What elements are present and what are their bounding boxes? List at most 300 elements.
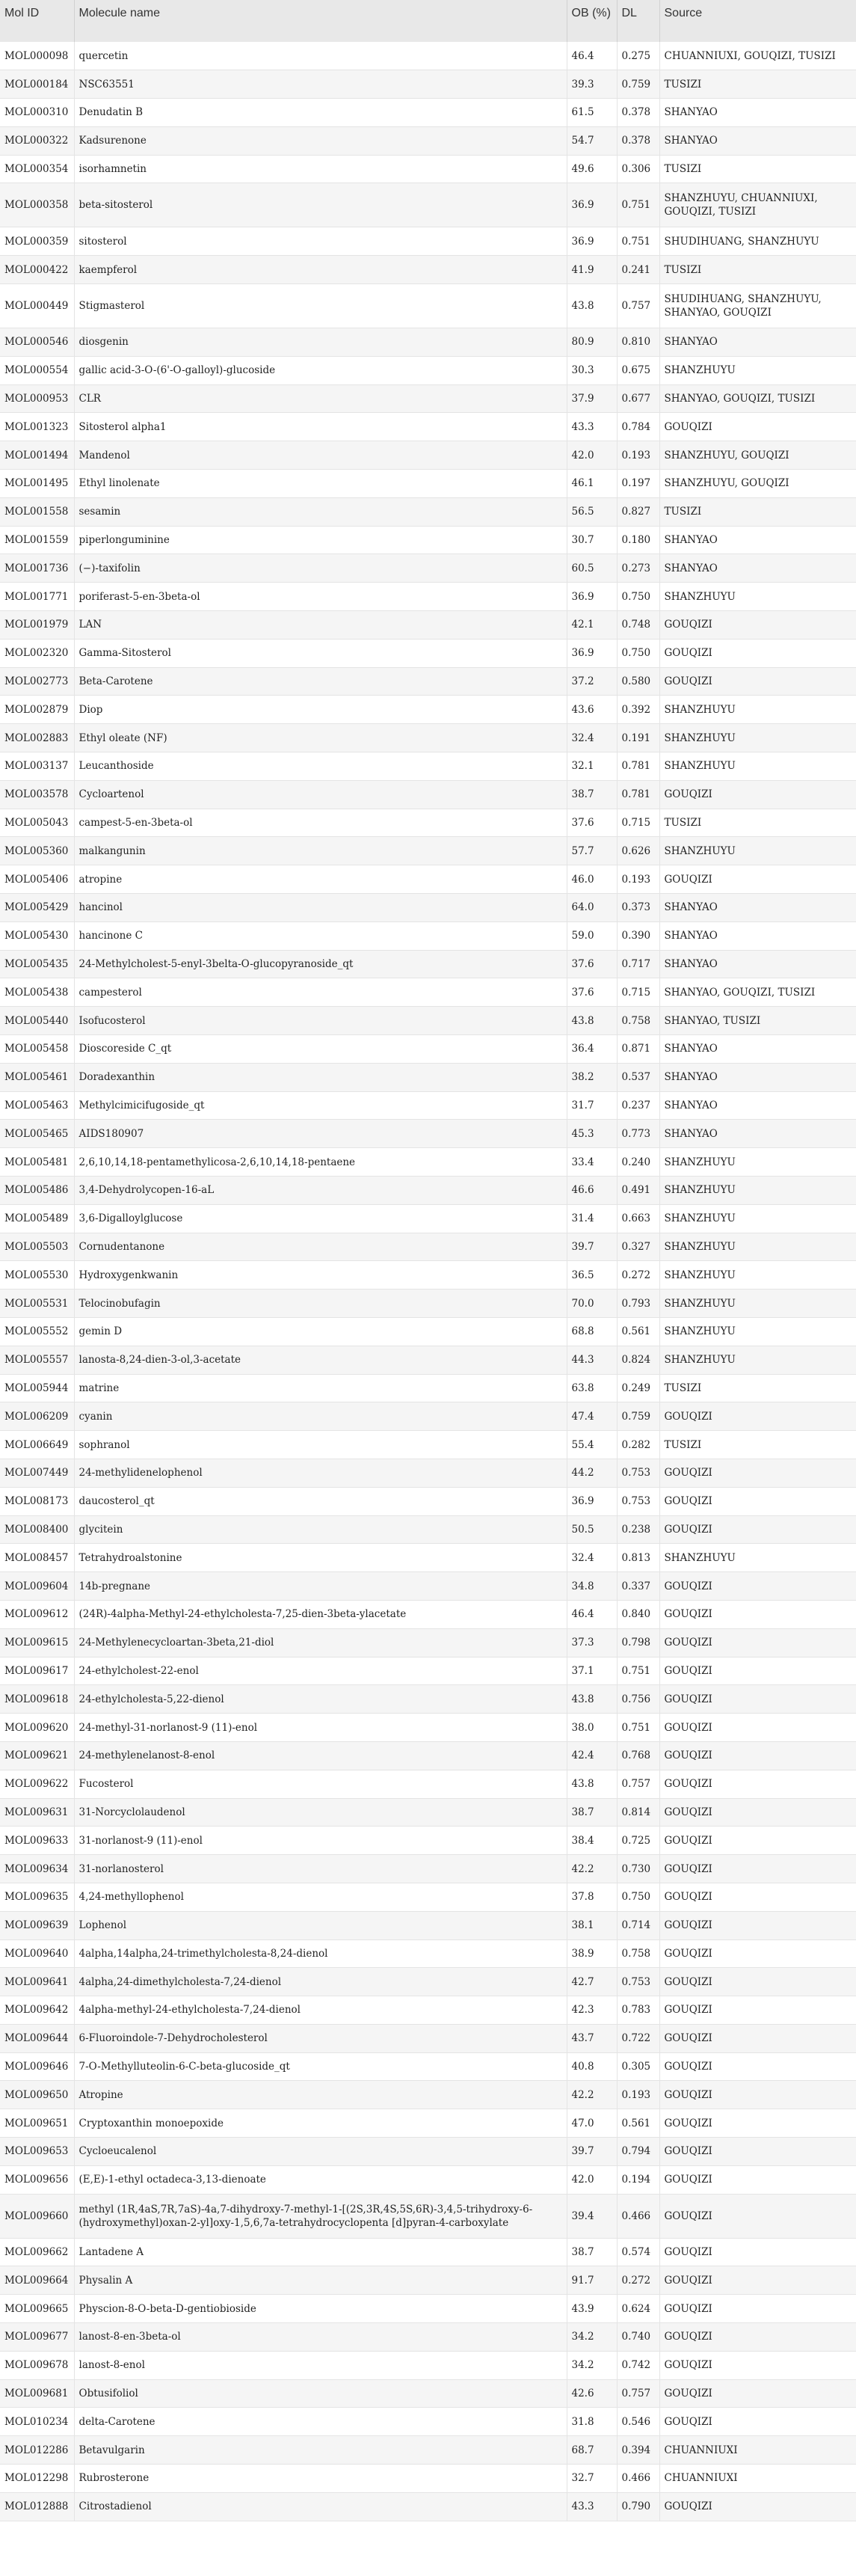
- cell-ob: 46.4: [567, 1600, 617, 1628]
- table-row: [0, 256, 856, 284]
- cell-source: TUSIZI: [659, 809, 856, 837]
- cell-ob: 41.9: [567, 256, 617, 284]
- table-body: [0, 42, 856, 2521]
- cell-dl: 0.759: [617, 1402, 659, 1431]
- cell-molecule-name: LAN: [74, 611, 567, 640]
- cell-dl: 0.193: [617, 441, 659, 470]
- cell-ob: 45.3: [567, 1120, 617, 1148]
- cell-ob: 46.0: [567, 865, 617, 894]
- cell-dl: 0.810: [617, 328, 659, 357]
- cell-ob: 36.5: [567, 1261, 617, 1289]
- cell-mol-id: MOL005360: [0, 837, 74, 865]
- cell-molecule-name: 3,6-Digalloylglucose: [74, 1204, 567, 1233]
- cell-dl: 0.793: [617, 1289, 659, 1318]
- cell-molecule-name: methyl (1R,4aS,7R,7aS)-4a,7-dihydroxy-7-methyl-1-[(2S,3R,4S,5S,6R)-3,4,5-trihydroxy-6-(hydroxymethyl)oxan-2-yl]oxy-1,5,6,7a-tetrahydrocyclopenta [d]pyran-4-carboxylate: [74, 2194, 567, 2238]
- table-row: [0, 752, 856, 781]
- cell-dl: 0.373: [617, 894, 659, 922]
- cell-dl: 0.824: [617, 1346, 659, 1374]
- cell-ob: 38.9: [567, 1939, 617, 1968]
- cell-source: GOUQIZI: [659, 413, 856, 441]
- cell-ob: 38.7: [567, 2238, 617, 2266]
- cell-mol-id: MOL005552: [0, 1317, 74, 1346]
- cell-ob: 43.3: [567, 2492, 617, 2521]
- table-row: [0, 2052, 856, 2081]
- table-row: [0, 1091, 856, 1120]
- cell-dl: 0.750: [617, 583, 659, 611]
- table-row: [0, 1487, 856, 1515]
- cell-ob: 43.8: [567, 1007, 617, 1035]
- cell-mol-id: MOL009650: [0, 2081, 74, 2109]
- cell-mol-id: MOL010234: [0, 2408, 74, 2436]
- table-row: [0, 227, 856, 256]
- cell-dl: 0.466: [617, 2465, 659, 2493]
- table-row: [0, 2323, 856, 2352]
- table-row: [0, 1148, 856, 1177]
- cell-source: GOUQIZI: [659, 2052, 856, 2081]
- cell-ob: 46.6: [567, 1176, 617, 1204]
- cell-molecule-name: Betavulgarin: [74, 2436, 567, 2465]
- cell-mol-id: MOL009621: [0, 1741, 74, 1770]
- cell-dl: 0.193: [617, 2081, 659, 2109]
- cell-dl: 0.814: [617, 1798, 659, 1827]
- cell-ob: 43.3: [567, 413, 617, 441]
- cell-dl: 0.677: [617, 384, 659, 413]
- table-row: [0, 1657, 856, 1685]
- cell-molecule-name: Obtusifoliol: [74, 2379, 567, 2408]
- cell-dl: 0.715: [617, 809, 659, 837]
- cell-source: GOUQIZI: [659, 2165, 856, 2194]
- table-row: [0, 696, 856, 724]
- cell-dl: 0.626: [617, 837, 659, 865]
- cell-mol-id: MOL001495: [0, 470, 74, 498]
- cell-mol-id: MOL002320: [0, 639, 74, 667]
- cell-molecule-name: Hydroxygenkwanin: [74, 1261, 567, 1289]
- cell-source: SHANYAO: [659, 126, 856, 155]
- cell-mol-id: MOL005944: [0, 1374, 74, 1402]
- cell-mol-id: MOL005463: [0, 1091, 74, 1120]
- table-row: [0, 441, 856, 470]
- cell-molecule-name: Telocinobufagin: [74, 1289, 567, 1318]
- cell-source: SHANYAO: [659, 1120, 856, 1148]
- cell-mol-id: MOL009604: [0, 1572, 74, 1601]
- cell-ob: 44.3: [567, 1346, 617, 1374]
- table-row: [0, 1968, 856, 1996]
- cell-ob: 55.4: [567, 1431, 617, 1459]
- cell-dl: 0.722: [617, 2024, 659, 2052]
- cell-source: SHANZHUYU: [659, 752, 856, 781]
- cell-ob: 57.7: [567, 837, 617, 865]
- cell-ob: 80.9: [567, 328, 617, 357]
- cell-dl: 0.794: [617, 2138, 659, 2166]
- cell-molecule-name: NSC63551: [74, 70, 567, 99]
- cell-ob: 68.8: [567, 1317, 617, 1346]
- cell-source: TUSIZI: [659, 256, 856, 284]
- cell-ob: 43.8: [567, 1770, 617, 1798]
- table-row: [0, 2024, 856, 2052]
- cell-ob: 54.7: [567, 126, 617, 155]
- cell-mol-id: MOL000322: [0, 126, 74, 155]
- cell-source: SHANYAO: [659, 1035, 856, 1064]
- cell-ob: 44.2: [567, 1459, 617, 1487]
- cell-molecule-name: Methylcimicifugoside_qt: [74, 1091, 567, 1120]
- cell-dl: 0.392: [617, 696, 659, 724]
- cell-source: SHANZHUYU: [659, 356, 856, 384]
- cell-molecule-name: campest-5-en-3beta-ol: [74, 809, 567, 837]
- cell-ob: 42.7: [567, 1968, 617, 1996]
- cell-mol-id: MOL003578: [0, 780, 74, 809]
- table-row: [0, 2379, 856, 2408]
- cell-mol-id: MOL009677: [0, 2323, 74, 2352]
- cell-ob: 32.7: [567, 2465, 617, 2493]
- cell-source: SHANYAO: [659, 1091, 856, 1120]
- cell-dl: 0.241: [617, 256, 659, 284]
- cell-source: SHANYAO, GOUQIZI, TUSIZI: [659, 978, 856, 1007]
- table-row: [0, 1120, 856, 1148]
- cell-mol-id: MOL005557: [0, 1346, 74, 1374]
- cell-source: GOUQIZI: [659, 1996, 856, 2025]
- cell-ob: 46.1: [567, 470, 617, 498]
- cell-molecule-name: Cryptoxanthin monoepoxide: [74, 2109, 567, 2138]
- cell-molecule-name: 31-norlanosterol: [74, 1855, 567, 1883]
- cell-molecule-name: malkangunin: [74, 837, 567, 865]
- cell-mol-id: MOL009622: [0, 1770, 74, 1798]
- cell-molecule-name: Denudatin B: [74, 99, 567, 127]
- cell-ob: 43.8: [567, 284, 617, 328]
- cell-molecule-name: 6-Fluoroindole-7-Dehydrocholesterol: [74, 2024, 567, 2052]
- cell-source: SHUDIHUANG, SHANZHUYU, SHANYAO, GOUQIZI: [659, 284, 856, 328]
- header-mol-id: Mol ID: [0, 0, 74, 42]
- cell-ob: 47.0: [567, 2109, 617, 2138]
- cell-mol-id: MOL008173: [0, 1487, 74, 1515]
- cell-molecule-name: Fucosterol: [74, 1770, 567, 1798]
- cell-molecule-name: Mandenol: [74, 441, 567, 470]
- table-row: [0, 1176, 856, 1204]
- cell-dl: 0.781: [617, 780, 659, 809]
- cell-dl: 0.751: [617, 183, 659, 227]
- cell-dl: 0.240: [617, 1148, 659, 1177]
- cell-source: GOUQIZI: [659, 2492, 856, 2521]
- cell-molecule-name: lanost-8-en-3beta-ol: [74, 2323, 567, 2352]
- cell-ob: 37.3: [567, 1628, 617, 1657]
- cell-source: TUSIZI: [659, 70, 856, 99]
- cell-source: SHANZHUYU: [659, 1176, 856, 1204]
- cell-ob: 37.2: [567, 667, 617, 696]
- table-row: [0, 1911, 856, 1939]
- cell-mol-id: MOL009612: [0, 1600, 74, 1628]
- table-row: [0, 1600, 856, 1628]
- cell-ob: 70.0: [567, 1289, 617, 1318]
- cell-ob: 34.8: [567, 1572, 617, 1601]
- table-row: [0, 1572, 856, 1601]
- cell-ob: 30.7: [567, 526, 617, 554]
- cell-mol-id: MOL009617: [0, 1657, 74, 1685]
- cell-mol-id: MOL001736: [0, 554, 74, 583]
- cell-dl: 0.758: [617, 1007, 659, 1035]
- cell-mol-id: MOL008457: [0, 1544, 74, 1572]
- cell-source: GOUQIZI: [659, 2379, 856, 2408]
- table-row: [0, 2492, 856, 2521]
- table-row: [0, 1204, 856, 1233]
- cell-ob: 31.4: [567, 1204, 617, 1233]
- cell-dl: 0.753: [617, 1968, 659, 1996]
- cell-source: GOUQIZI: [659, 1968, 856, 1996]
- cell-molecule-name: Dioscoreside C_qt: [74, 1035, 567, 1064]
- cell-ob: 42.1: [567, 611, 617, 640]
- cell-molecule-name: (E,E)-1-ethyl octadeca-3,13-dienoate: [74, 2165, 567, 2194]
- cell-molecule-name: gallic acid-3-O-(6'-O-galloyl)-glucoside: [74, 356, 567, 384]
- cell-ob: 32.1: [567, 752, 617, 781]
- cell-mol-id: MOL001771: [0, 583, 74, 611]
- table-row: [0, 1628, 856, 1657]
- cell-source: GOUQIZI: [659, 1883, 856, 1911]
- cell-mol-id: MOL009664: [0, 2266, 74, 2295]
- cell-ob: 60.5: [567, 554, 617, 583]
- cell-ob: 42.2: [567, 1855, 617, 1883]
- cell-mol-id: MOL005461: [0, 1063, 74, 1091]
- cell-molecule-name: 24-Methylenecycloartan-3beta,21-diol: [74, 1628, 567, 1657]
- cell-ob: 42.6: [567, 2379, 617, 2408]
- cell-dl: 0.561: [617, 2109, 659, 2138]
- cell-mol-id: MOL006209: [0, 1402, 74, 1431]
- cell-molecule-name: 24-Methylcholest-5-enyl-3belta-O-glucopyranoside_qt: [74, 950, 567, 978]
- cell-ob: 36.9: [567, 183, 617, 227]
- table-row: [0, 470, 856, 498]
- cell-source: SHANZHUYU: [659, 1261, 856, 1289]
- cell-source: CHUANNIUXI: [659, 2465, 856, 2493]
- table-row: [0, 1827, 856, 1855]
- cell-source: GOUQIZI: [659, 2295, 856, 2323]
- cell-dl: 0.580: [617, 667, 659, 696]
- cell-source: SHANZHUYU: [659, 1544, 856, 1572]
- cell-mol-id: MOL000953: [0, 384, 74, 413]
- cell-source: SHANZHUYU: [659, 1148, 856, 1177]
- cell-molecule-name: poriferast-5-en-3beta-ol: [74, 583, 567, 611]
- cell-molecule-name: Cornudentanone: [74, 1233, 567, 1261]
- cell-ob: 56.5: [567, 497, 617, 526]
- cell-mol-id: MOL009665: [0, 2295, 74, 2323]
- cell-ob: 37.9: [567, 384, 617, 413]
- cell-molecule-name: 4alpha-methyl-24-ethylcholesta-7,24-dienol: [74, 1996, 567, 2025]
- cell-molecule-name: 3,4-Dehydrolycopen-16-aL: [74, 1176, 567, 1204]
- cell-mol-id: MOL009642: [0, 1996, 74, 2025]
- cell-source: GOUQIZI: [659, 2138, 856, 2166]
- cell-ob: 43.7: [567, 2024, 617, 2052]
- cell-molecule-name: Cycloeucalenol: [74, 2138, 567, 2166]
- table-row: [0, 183, 856, 227]
- cell-ob: 43.8: [567, 1685, 617, 1714]
- cell-source: GOUQIZI: [659, 1572, 856, 1601]
- cell-source: GOUQIZI: [659, 2351, 856, 2379]
- cell-source: SHANYAO: [659, 328, 856, 357]
- cell-dl: 0.717: [617, 950, 659, 978]
- cell-source: GOUQIZI: [659, 1628, 856, 1657]
- cell-dl: 0.272: [617, 2266, 659, 2295]
- cell-mol-id: MOL005438: [0, 978, 74, 1007]
- cell-ob: 36.9: [567, 227, 617, 256]
- cell-molecule-name: kaempferol: [74, 256, 567, 284]
- table-row: [0, 865, 856, 894]
- cell-dl: 0.180: [617, 526, 659, 554]
- cell-source: SHANZHUYU: [659, 696, 856, 724]
- table-row: [0, 356, 856, 384]
- cell-source: SHANZHUYU, CHUANNIUXI, GOUQIZI, TUSIZI: [659, 183, 856, 227]
- table-row: [0, 1714, 856, 1742]
- cell-source: GOUQIZI: [659, 1911, 856, 1939]
- cell-mol-id: MOL003137: [0, 752, 74, 781]
- table-row: [0, 611, 856, 640]
- cell-dl: 0.730: [617, 1855, 659, 1883]
- cell-source: GOUQIZI: [659, 1770, 856, 1798]
- cell-dl: 0.871: [617, 1035, 659, 1064]
- cell-dl: 0.378: [617, 99, 659, 127]
- cell-dl: 0.753: [617, 1487, 659, 1515]
- cell-molecule-name: Citrostadienol: [74, 2492, 567, 2521]
- cell-molecule-name: Isofucosterol: [74, 1007, 567, 1035]
- cell-source: GOUQIZI: [659, 1827, 856, 1855]
- cell-source: GOUQIZI: [659, 1741, 856, 1770]
- cell-mol-id: MOL005530: [0, 1261, 74, 1289]
- table-header: [0, 0, 856, 42]
- cell-mol-id: MOL009653: [0, 2138, 74, 2166]
- cell-source: CHUANNIUXI, GOUQIZI, TUSIZI: [659, 42, 856, 70]
- table-row: [0, 837, 856, 865]
- table-row: [0, 639, 856, 667]
- table-row: [0, 2436, 856, 2465]
- cell-molecule-name: Cycloartenol: [74, 780, 567, 809]
- cell-molecule-name: quercetin: [74, 42, 567, 70]
- cell-dl: 0.784: [617, 413, 659, 441]
- cell-dl: 0.757: [617, 2379, 659, 2408]
- cell-molecule-name: Kadsurenone: [74, 126, 567, 155]
- cell-source: GOUQIZI: [659, 1657, 856, 1685]
- cell-molecule-name: 2,6,10,14,18-pentamethylicosa-2,6,10,14,18-pentaene: [74, 1148, 567, 1177]
- cell-molecule-name: Ethyl oleate (NF): [74, 724, 567, 752]
- cell-mol-id: MOL009644: [0, 2024, 74, 2052]
- table-row: [0, 497, 856, 526]
- cell-molecule-name: Lantadene A: [74, 2238, 567, 2266]
- cell-source: GOUQIZI: [659, 780, 856, 809]
- cell-dl: 0.390: [617, 921, 659, 950]
- cell-dl: 0.758: [617, 1939, 659, 1968]
- cell-ob: 39.7: [567, 1233, 617, 1261]
- table-row: [0, 724, 856, 752]
- cell-ob: 49.6: [567, 155, 617, 183]
- cell-mol-id: MOL012298: [0, 2465, 74, 2493]
- cell-source: SHANYAO: [659, 526, 856, 554]
- cell-ob: 37.6: [567, 978, 617, 1007]
- table-row: [0, 1459, 856, 1487]
- cell-ob: 42.4: [567, 1741, 617, 1770]
- cell-molecule-name: Lophenol: [74, 1911, 567, 1939]
- cell-molecule-name: CLR: [74, 384, 567, 413]
- cell-dl: 0.742: [617, 2351, 659, 2379]
- table-row: [0, 2465, 856, 2493]
- cell-dl: 0.750: [617, 639, 659, 667]
- cell-dl: 0.624: [617, 2295, 659, 2323]
- cell-source: SHANZHUYU: [659, 837, 856, 865]
- cell-molecule-name: 4,24-methyllophenol: [74, 1883, 567, 1911]
- table-row: [0, 2351, 856, 2379]
- table-row: [0, 1996, 856, 2025]
- table-row: [0, 1035, 856, 1064]
- cell-dl: 0.751: [617, 1714, 659, 1742]
- cell-mol-id: MOL000359: [0, 227, 74, 256]
- cell-dl: 0.394: [617, 2436, 659, 2465]
- cell-mol-id: MOL005440: [0, 1007, 74, 1035]
- table-row: [0, 526, 856, 554]
- cell-source: GOUQIZI: [659, 1798, 856, 1827]
- cell-mol-id: MOL002883: [0, 724, 74, 752]
- cell-mol-id: MOL000310: [0, 99, 74, 127]
- table-row: [0, 978, 856, 1007]
- cell-source: CHUANNIUXI: [659, 2436, 856, 2465]
- cell-dl: 0.827: [617, 497, 659, 526]
- cell-dl: 0.714: [617, 1911, 659, 1939]
- table-row: [0, 1317, 856, 1346]
- cell-source: SHANZHUYU: [659, 583, 856, 611]
- table-row: [0, 99, 856, 127]
- cell-ob: 30.3: [567, 356, 617, 384]
- cell-source: GOUQIZI: [659, 1855, 856, 1883]
- cell-dl: 0.197: [617, 470, 659, 498]
- cell-source: GOUQIZI: [659, 1402, 856, 1431]
- cell-source: GOUQIZI: [659, 667, 856, 696]
- cell-mol-id: MOL009631: [0, 1798, 74, 1827]
- table-row: [0, 2238, 856, 2266]
- table-row: [0, 2194, 856, 2238]
- cell-molecule-name: Physcion-8-O-beta-D-gentiobioside: [74, 2295, 567, 2323]
- cell-mol-id: MOL009646: [0, 2052, 74, 2081]
- cell-mol-id: MOL005406: [0, 865, 74, 894]
- cell-molecule-name: atropine: [74, 865, 567, 894]
- cell-dl: 0.663: [617, 1204, 659, 1233]
- cell-dl: 0.715: [617, 978, 659, 1007]
- cell-dl: 0.272: [617, 1261, 659, 1289]
- cell-molecule-name: 4alpha,24-dimethylcholesta-7,24-dienol: [74, 1968, 567, 1996]
- table-row: [0, 2109, 856, 2138]
- cell-molecule-name: 31-Norcyclolaudenol: [74, 1798, 567, 1827]
- cell-dl: 0.675: [617, 356, 659, 384]
- cell-source: SHANZHUYU: [659, 724, 856, 752]
- cell-mol-id: MOL001494: [0, 441, 74, 470]
- cell-molecule-name: sophranol: [74, 1431, 567, 1459]
- header-dl: DL: [617, 0, 659, 42]
- cell-molecule-name: Sitosterol alpha1: [74, 413, 567, 441]
- cell-molecule-name: delta-Carotene: [74, 2408, 567, 2436]
- cell-mol-id: MOL009651: [0, 2109, 74, 2138]
- cell-dl: 0.305: [617, 2052, 659, 2081]
- cell-ob: 36.9: [567, 1487, 617, 1515]
- table-row: [0, 2408, 856, 2436]
- cell-ob: 38.0: [567, 1714, 617, 1742]
- cell-molecule-name: 31-norlanost-9 (11)-enol: [74, 1827, 567, 1855]
- cell-mol-id: MOL009662: [0, 2238, 74, 2266]
- cell-source: SHANZHUYU: [659, 1317, 856, 1346]
- cell-source: SHANZHUYU: [659, 1346, 856, 1374]
- cell-molecule-name: Rubrosterone: [74, 2465, 567, 2493]
- cell-molecule-name: Beta-Carotene: [74, 667, 567, 696]
- cell-mol-id: MOL009656: [0, 2165, 74, 2194]
- cell-mol-id: MOL012888: [0, 2492, 74, 2521]
- cell-dl: 0.275: [617, 42, 659, 70]
- cell-mol-id: MOL000358: [0, 183, 74, 227]
- table-row: [0, 1063, 856, 1091]
- cell-mol-id: MOL001558: [0, 497, 74, 526]
- cell-source: GOUQIZI: [659, 639, 856, 667]
- table-row: [0, 1544, 856, 1572]
- cell-ob: 36.4: [567, 1035, 617, 1064]
- cell-molecule-name: 7-O-Methylluteolin-6-C-beta-glucoside_qt: [74, 2052, 567, 2081]
